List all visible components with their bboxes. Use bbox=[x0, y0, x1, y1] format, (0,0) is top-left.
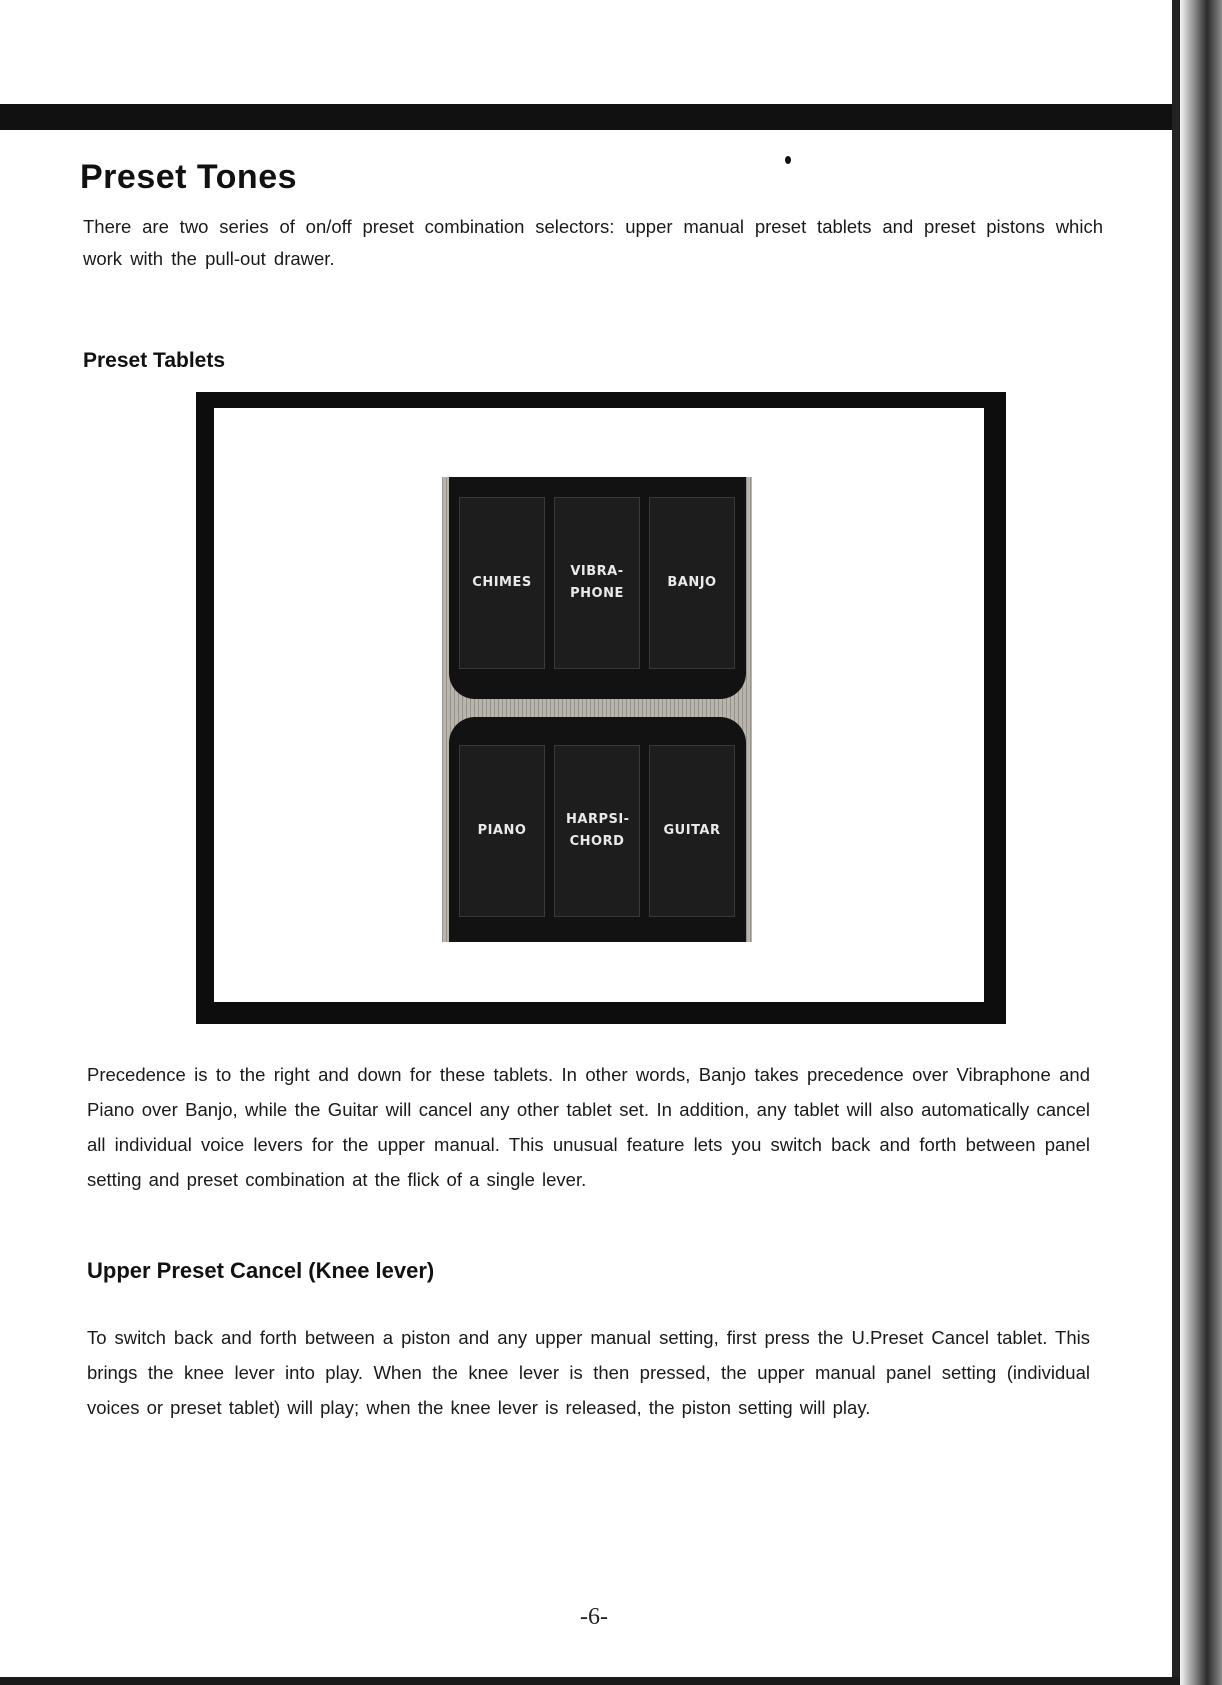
tablet-banjo bbox=[649, 497, 735, 669]
precedence-paragraph: Precedence is to the right and down for these tablets. In other words, Banjo takes precedence over Vibraphone and Piano over Banjo, while the Guitar will cancel any other tablet set. In addition, any tablet will also automatically cancel all individual voice levers for the upper manual. This unusual feature lets you switch back and forth between panel setting and preset combination at the flick of a single lever. bbox=[87, 1064, 1090, 1190]
tablet-row-lower bbox=[449, 717, 746, 942]
page-edge-border bbox=[1172, 0, 1180, 1685]
top-rule bbox=[0, 104, 1172, 130]
bottom-rule bbox=[0, 1677, 1180, 1685]
page-title: Preset Tones bbox=[80, 158, 298, 196]
section-heading-upper-preset-cancel: Upper Preset Cancel (Knee lever) bbox=[87, 1258, 435, 1283]
tablet-label: BANJO bbox=[667, 575, 717, 590]
tablet-harpsichord bbox=[554, 745, 640, 917]
section-heading-preset-tablets: Preset Tablets bbox=[83, 349, 226, 372]
tablet-label: PIANO bbox=[477, 823, 527, 838]
tablet-chimes bbox=[459, 497, 545, 669]
tablet-guitar bbox=[649, 745, 735, 917]
tablet-label: HARPSI- CHORD bbox=[566, 812, 630, 849]
tablet-label: CHIMES bbox=[472, 575, 532, 590]
page-number: -6- bbox=[580, 1604, 608, 1630]
preset-tablets-photo bbox=[442, 477, 752, 942]
tablet-vibraphone bbox=[554, 497, 640, 669]
stray-mark bbox=[785, 156, 791, 164]
intro-paragraph: There are two series of on/off preset combination selectors: upper manual preset tablets and preset pistons which work with the pull-out drawer. bbox=[83, 216, 1103, 269]
tablet-row-upper bbox=[449, 477, 746, 699]
tablet-label: GUITAR bbox=[663, 823, 721, 838]
knee-lever-paragraph: To switch back and forth between a piston and any upper manual setting, first press the U.Preset Cancel tablet. This brings the knee lever into play. When the knee lever is then pressed, the upper manual panel setting (individual voices or preset tablet) will play; when the knee lever is released, the piston setting will play. bbox=[87, 1327, 1090, 1418]
tablet-label: VIBRA- PHONE bbox=[570, 564, 624, 601]
tablet-piano bbox=[459, 745, 545, 917]
